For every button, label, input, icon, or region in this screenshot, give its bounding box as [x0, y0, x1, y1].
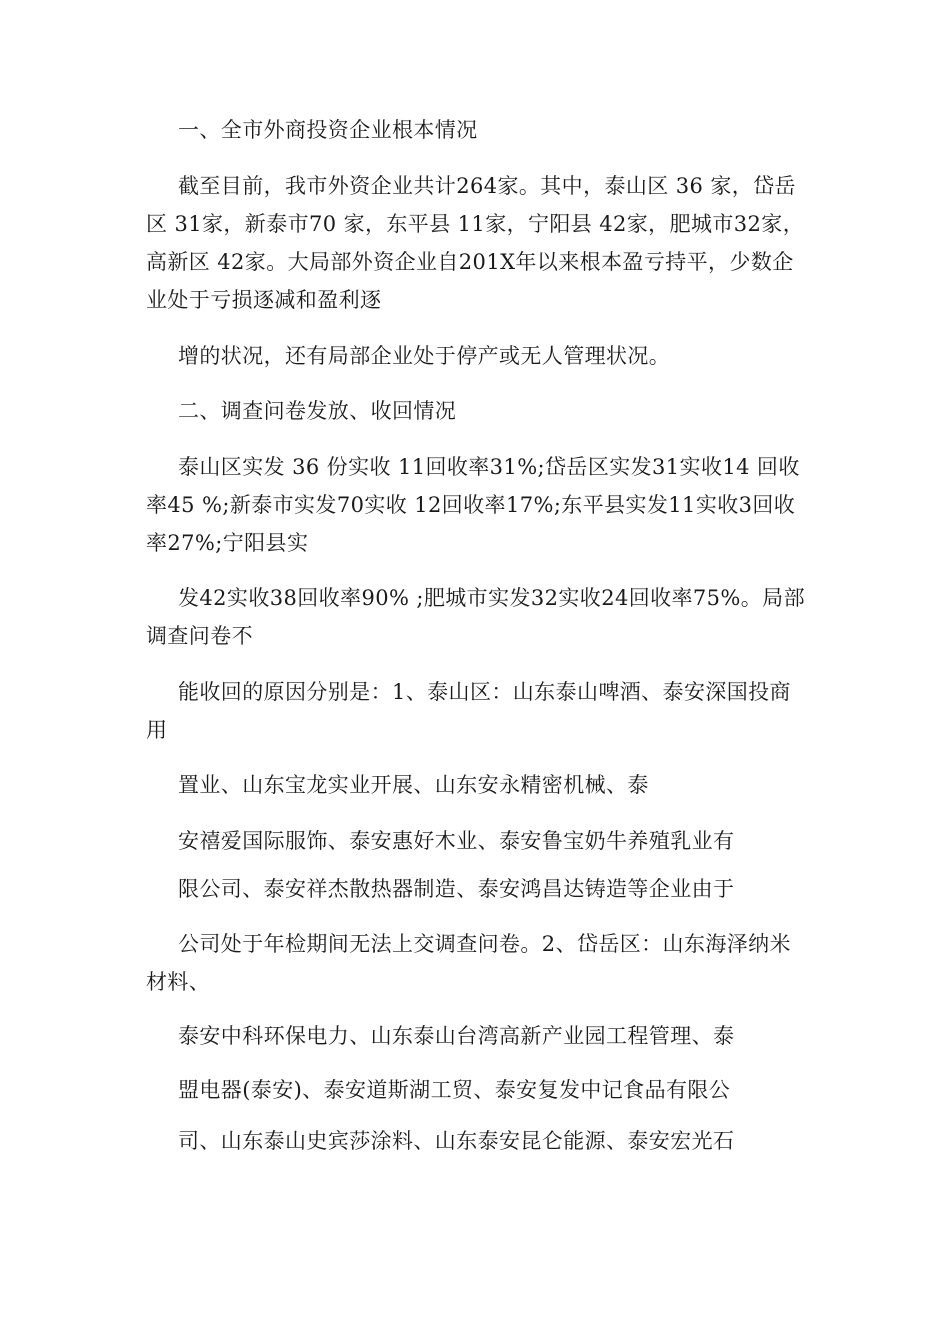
paragraph-line: 调查问卷不	[146, 624, 253, 648]
paragraph-line: 发42实收38回收率90% ;肥城市实发32实收24回收率75%。局部	[178, 586, 805, 610]
paragraph-line: 率45 %;新泰市实发70实收 12回收率17%;东平县实发11实收3回收	[146, 493, 796, 517]
paragraph-line: 司、山东泰山史宾莎涂料、山东泰安昆仑能源、泰安宏光石	[178, 1129, 735, 1153]
paragraph-line: 盟电器(泰安)、泰安道斯湖工贸、泰安复发中记食品有限公	[178, 1078, 731, 1102]
paragraph-line: 能收回的原因分别是：1、泰山区：山东泰山啤酒、泰安深国投商	[178, 680, 791, 704]
paragraph-line: 业处于亏损逐减和盈利逐	[146, 288, 382, 312]
paragraph-line: 安禧爱国际服饰、泰安惠好木业、泰安鲁宝奶牛养殖乳业有	[178, 829, 735, 853]
paragraph-line: 泰安中科环保电力、山东泰山台湾高新产业园工程管理、泰	[178, 1024, 735, 1048]
paragraph-line: 材料、	[146, 970, 211, 994]
paragraph-line: 泰山区实发 36 份实收 11回收率31%;岱岳区实发31实收14 回收	[178, 455, 800, 479]
paragraph-line: 区 31家，新泰市70 家，东平县 11家，宁阳县 42家，肥城市32家，	[146, 212, 805, 236]
paragraph-line: 截至目前，我市外资企业共计264家。其中，泰山区 36 家，岱岳	[178, 174, 796, 198]
paragraph-line: 公司处于年检期间无法上交调查问卷。2、岱岳区：山东海泽纳米	[178, 932, 791, 956]
paragraph-line: 高新区 42家。大局部外资企业自201X年以来根本盈亏持平，少数企	[146, 250, 794, 274]
paragraph-line: 限公司、泰安祥杰散热器制造、泰安鸿昌达铸造等企业由于	[178, 877, 735, 901]
paragraph-line: 用	[146, 718, 168, 742]
paragraph-line: 置业、山东宝龙实业开展、山东安永精密机械、泰	[178, 773, 649, 797]
section-heading-2: 二、调查问卷发放、收回情况	[178, 399, 457, 423]
section-heading-1: 一、全市外商投资企业根本情况	[178, 118, 478, 142]
paragraph-line: 增的状况，还有局部企业处于停产或无人管理状况。	[178, 344, 671, 368]
paragraph-line: 率27%;宁阳县实	[146, 531, 309, 555]
